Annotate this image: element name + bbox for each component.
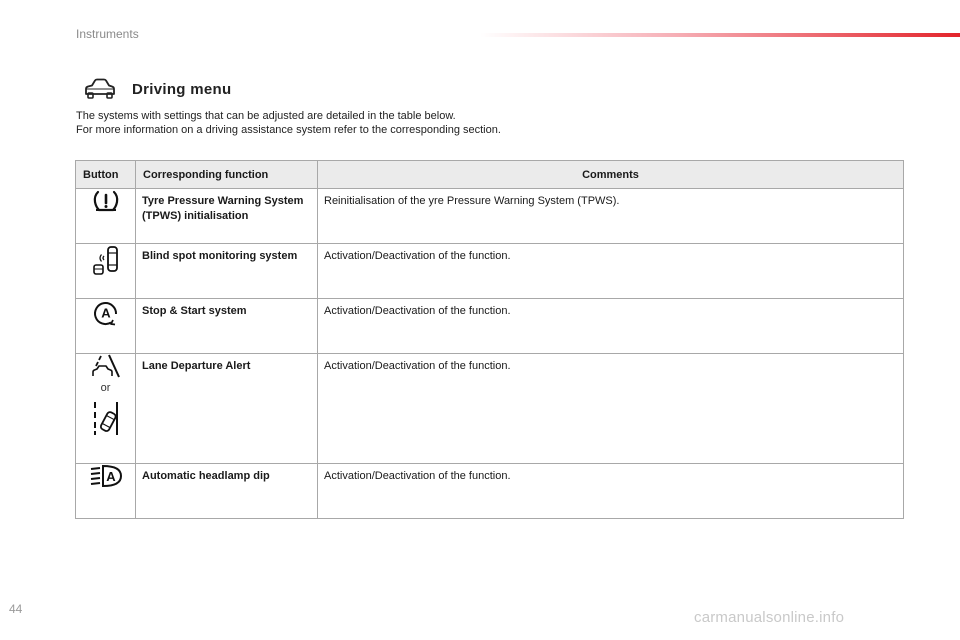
button-cell (76, 244, 136, 299)
stop-start-icon (92, 299, 120, 327)
comment-cell: Activation/Deactivation of the function. (318, 299, 904, 354)
function-cell: Tyre Pressure Warning System (TPWS) initialisation (136, 189, 318, 244)
driving-menu-table (75, 160, 904, 519)
comment-cell: Activation/Deactivation of the function. (318, 244, 904, 299)
function-cell: Automatic headlamp dip (136, 464, 318, 519)
svg-text:A: A (100, 305, 111, 321)
car-icon (84, 78, 116, 100)
function-cell: Stop & Start system (136, 299, 318, 354)
svg-text:A: A (105, 469, 116, 484)
comment-cell: Reinitialisation of the yre Pressure Warning System (TPWS). (318, 189, 904, 244)
button-cell (76, 189, 136, 244)
or-label: or (100, 382, 111, 394)
page-number: 44 (9, 602, 23, 616)
blind-spot-monitoring-icon (91, 244, 121, 278)
table-row (76, 299, 904, 354)
automatic-headlamp-dip-icon (90, 464, 122, 488)
function-cell: Lane Departure Alert (136, 354, 318, 464)
comment-cell: Activation/Deactivation of the function. (318, 464, 904, 519)
header-divider (480, 33, 960, 37)
intro-text (76, 109, 501, 137)
header-button: Button (76, 161, 136, 189)
comment-cell: Activation/Deactivation of the function. (318, 354, 904, 464)
page-title: Driving menu (132, 80, 232, 98)
lane-departure-alert-icon (91, 354, 121, 378)
table-row (76, 464, 904, 519)
intro-line-2: For more information on a driving assistance system refer to the corresponding section. (76, 124, 501, 136)
header-comments: Comments (318, 161, 904, 189)
table-row (76, 354, 904, 464)
section-header: Instruments (76, 27, 139, 41)
header-function: Corresponding function (136, 161, 318, 189)
title-row (84, 78, 231, 100)
table-row (76, 244, 904, 299)
button-cell (76, 354, 136, 464)
lane-departure-alt-icon (91, 400, 121, 436)
watermark: carmanualsonline.info (694, 609, 845, 626)
function-cell: Blind spot monitoring system (136, 244, 318, 299)
tyre-pressure-warning-icon (92, 189, 120, 213)
button-cell (76, 299, 136, 354)
intro-line-1: The systems with settings that can be adjusted are detailed in the table below. (76, 110, 456, 122)
button-cell (76, 464, 136, 519)
table-header-row (76, 161, 904, 189)
table-row (76, 189, 904, 244)
